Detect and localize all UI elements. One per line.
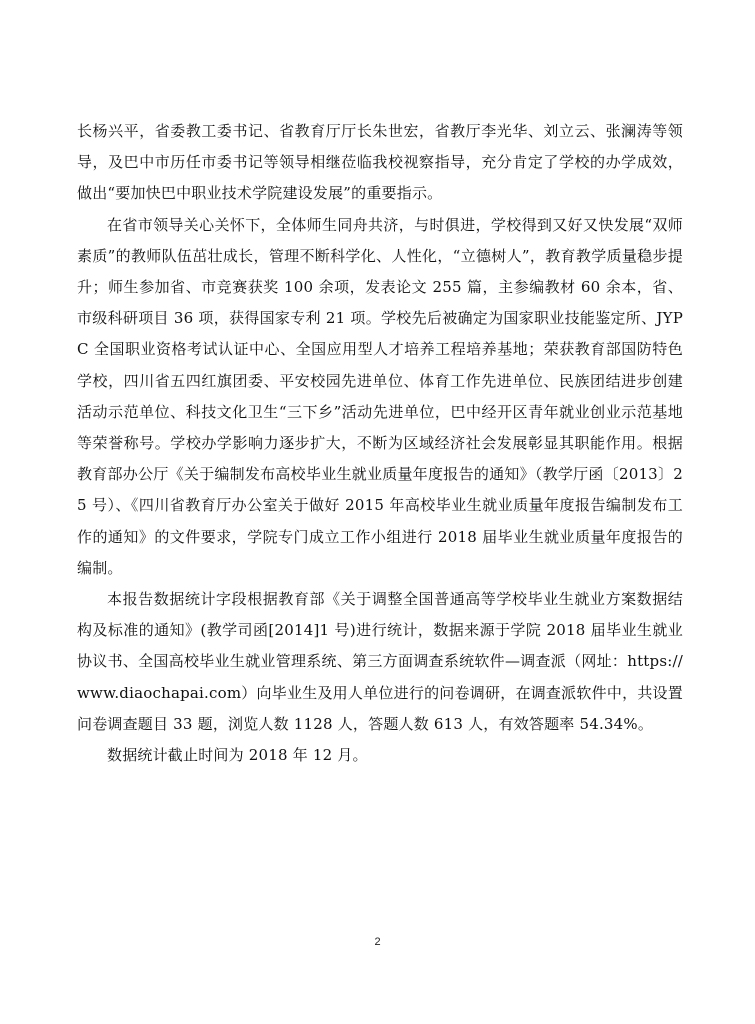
paragraph-school-development: 在省市领导关心关怀下，全体师生同舟共济，与时俱进，学校得到又好又快发展“双师素质”的教师队伍茁壮成长，管理不断科学化、人性化，“立德树人”，教育教学质量稳步提升；师生参加省、市竞赛获奖 100 余项，发表论文 255 篇，主参编教材 60 余本，省、市级科研项目 36 项，获得国家专利 21 项。学校先后被确定为国家职业技能鉴定所、JYPC 全国职业资格考试认证中心、全国应用型人才培养工程培养基地；荣获教育部国防特色学校，四川省五四红旗团委、平安校园先进单位、体育工作先进单位、民族团结进步创建活动示范单位、科技文化卫生“三下乡”活动先进单位，巴中经开区青年就业创业示范基地等荣誉称号。学校办学影响力逐步扩大，不断为区域经济社会发展彰显其职能作用。根据教育部办公厅《关于编制发布高校毕业生就业质量年度报告的通知》（教学厅函〔2013〕25 号）、《四川省教育厅办公室关于做好 2015 年高校毕业生就业质量年度报告编制发布工作的通知》的文件要求，学院专门成立工作小组进行 2018 届毕业生就业质量年度报告的编制。 <box>77 215 683 577</box>
paragraph-data-cutoff: 数据统计截止时间为 2018 年 12 月。 <box>107 746 368 765</box>
page-number: 2 <box>374 936 381 948</box>
document-body <box>77 116 683 771</box>
paragraph-leaders-visit: 长杨兴平，省委教工委书记、省教育厅厅长朱世宏，省教厅李光华、刘立云、张澜涛等领导，及巴中市历任市委书记等领导相继莅临我校视察指导，充分肯定了学校的办学成效，做出“要加快巴中职业技术学院建设发展”的重要指示。 <box>77 122 683 203</box>
paragraph-data-source: 本报告数据统计字段根据教育部《关于调整全国普通高等学校毕业生就业方案数据结构及标准的通知》(教学司函[2014]1 号)进行统计，数据来源于学院 2018 届毕业生就业协议书、全国高校毕业生就业管理系统、第三方面调查系统软件—调查派（网址：https://www.diaochapai.com）向毕业生及用人单位进行的问卷调研，在调查派软件中，共设置问卷调查题目 33 题，浏览人数 1128 人，答题人数 613 人，有效答题率 54.34%。 <box>77 590 683 733</box>
